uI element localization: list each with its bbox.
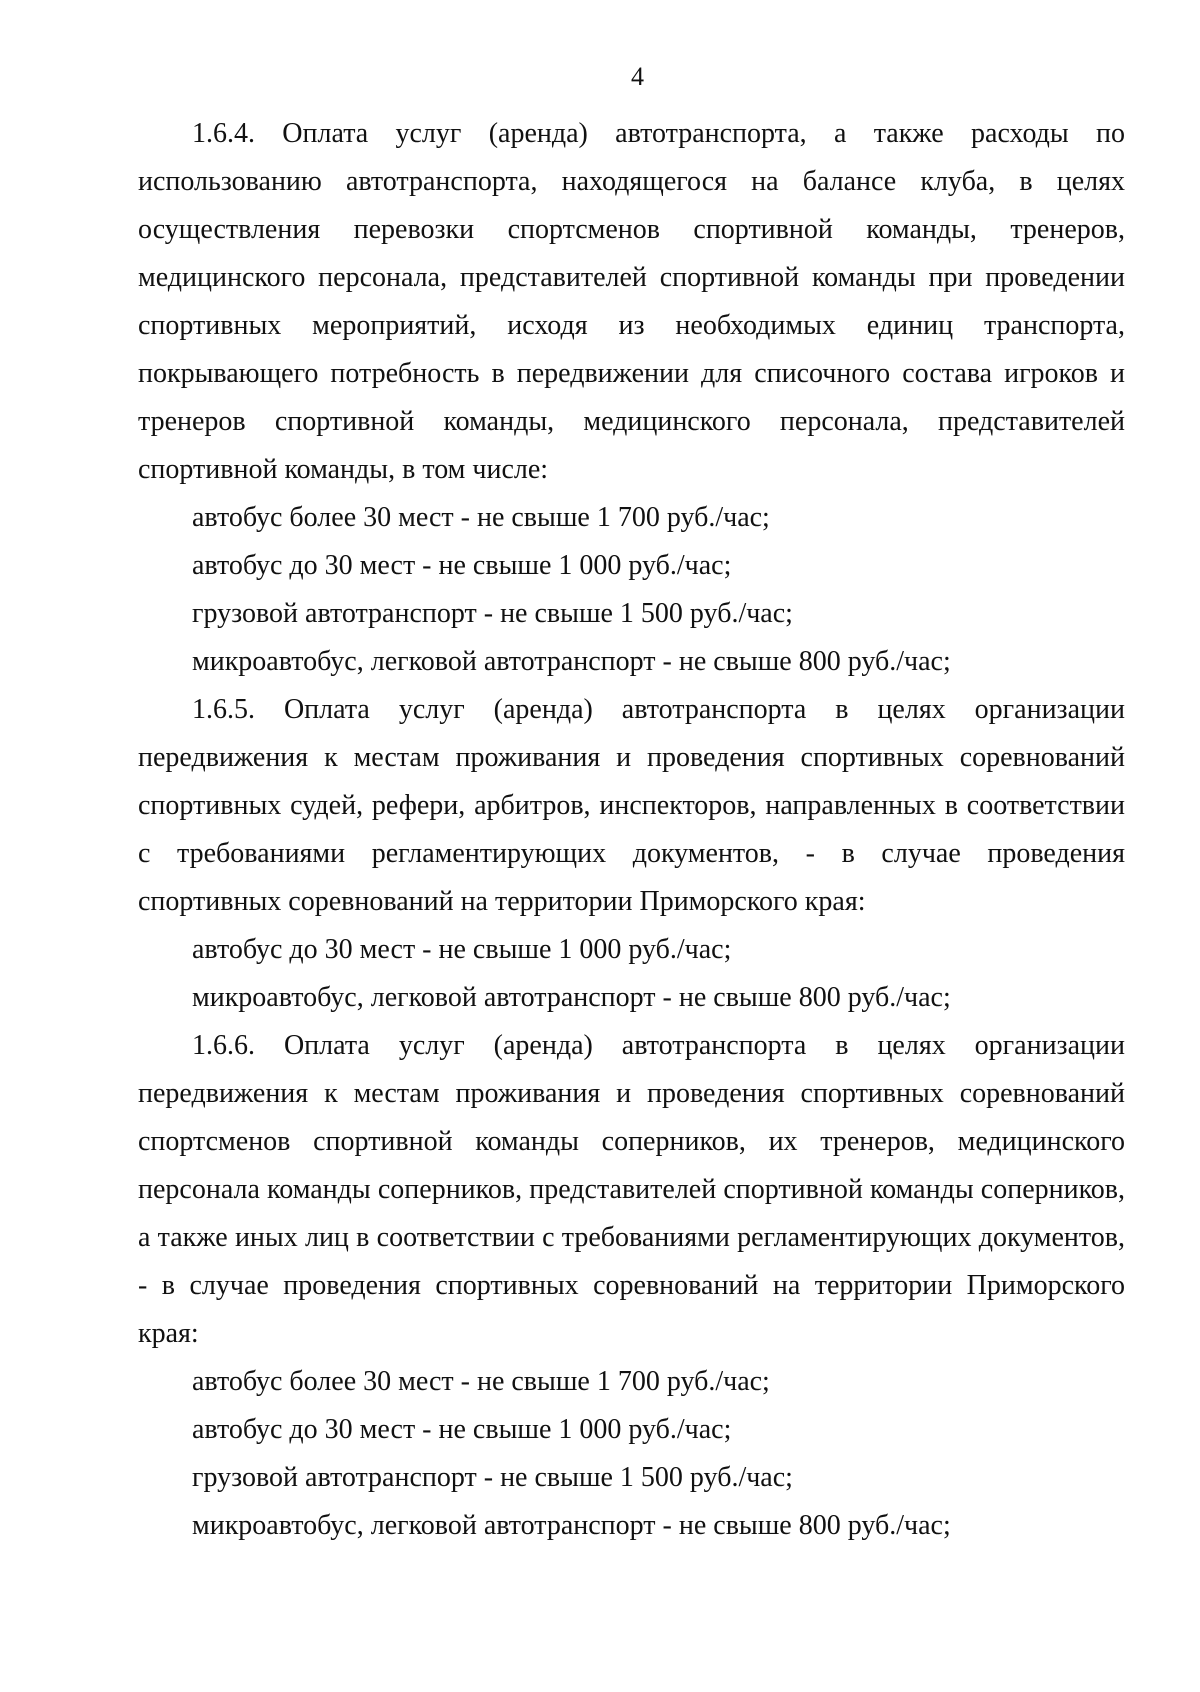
list-item: автобус до 30 мест - не свыше 1 000 руб./час; — [192, 1414, 732, 1445]
list-item: автобус более 30 мест - не свыше 1 700 руб./час; — [192, 502, 770, 533]
page-number: 4 — [631, 62, 644, 91]
list-item: автобус до 30 мест - не свыше 1 000 руб./час; — [192, 934, 732, 965]
list-item: грузовой автотранспорт - не свыше 1 500 руб./час; — [192, 598, 793, 629]
list-item: автобус более 30 мест - не свыше 1 700 руб./час; — [192, 1366, 770, 1397]
list-item: микроавтобус, легковой автотранспорт - не свыше 800 руб./час; — [192, 1510, 951, 1541]
list-item: автобус до 30 мест - не свыше 1 000 руб./час; — [192, 550, 732, 581]
section-1-6-4-paragraph: 1.6.4. Оплата услуг (аренда) автотранспорта, а также расходы по использованию автотранспорта, находящегося на балансе клуба, в целях осуществления перевозки спортсменов спортивной команды, тренеров, медицинского персонала, представителей спортивной команды при проведении спортивных мероприятий, исходя из необходимых единиц транспорта, покрывающего потребность в передвижении для списочного состава игроков и тренеров спортивной команды, медицинского персонала, представителей спортивной команды, в том числе: — [138, 118, 1125, 485]
list-item: микроавтобус, легковой автотранспорт - не свыше 800 руб./час; — [192, 982, 951, 1013]
section-1-6-6-paragraph: 1.6.6. Оплата услуг (аренда) автотранспорта в целях организации передвижения к местам проживания и проведения спортивных соревнований спортсменов спортивной команды соперников, их тренеров, медицинского персонала команды соперников, представителей спортивной команды соперников, а также иных лиц в соответствии с требованиями регламентирующих документов, - в случае проведения спортивных соревнований на территории Приморского края: — [138, 1030, 1125, 1349]
list-item: микроавтобус, легковой автотранспорт - не свыше 800 руб./час; — [192, 646, 951, 677]
list-item: грузовой автотранспорт - не свыше 1 500 руб./час; — [192, 1462, 793, 1493]
section-1-6-5-paragraph: 1.6.5. Оплата услуг (аренда) автотранспорта в целях организации передвижения к местам проживания и проведения спортивных соревнований спортивных судей, рефери, арбитров, инспекторов, направленных в соответствии с требованиями регламентирующих документов, - в случае проведения спортивных соревнований на территории Приморского края: — [138, 694, 1125, 917]
